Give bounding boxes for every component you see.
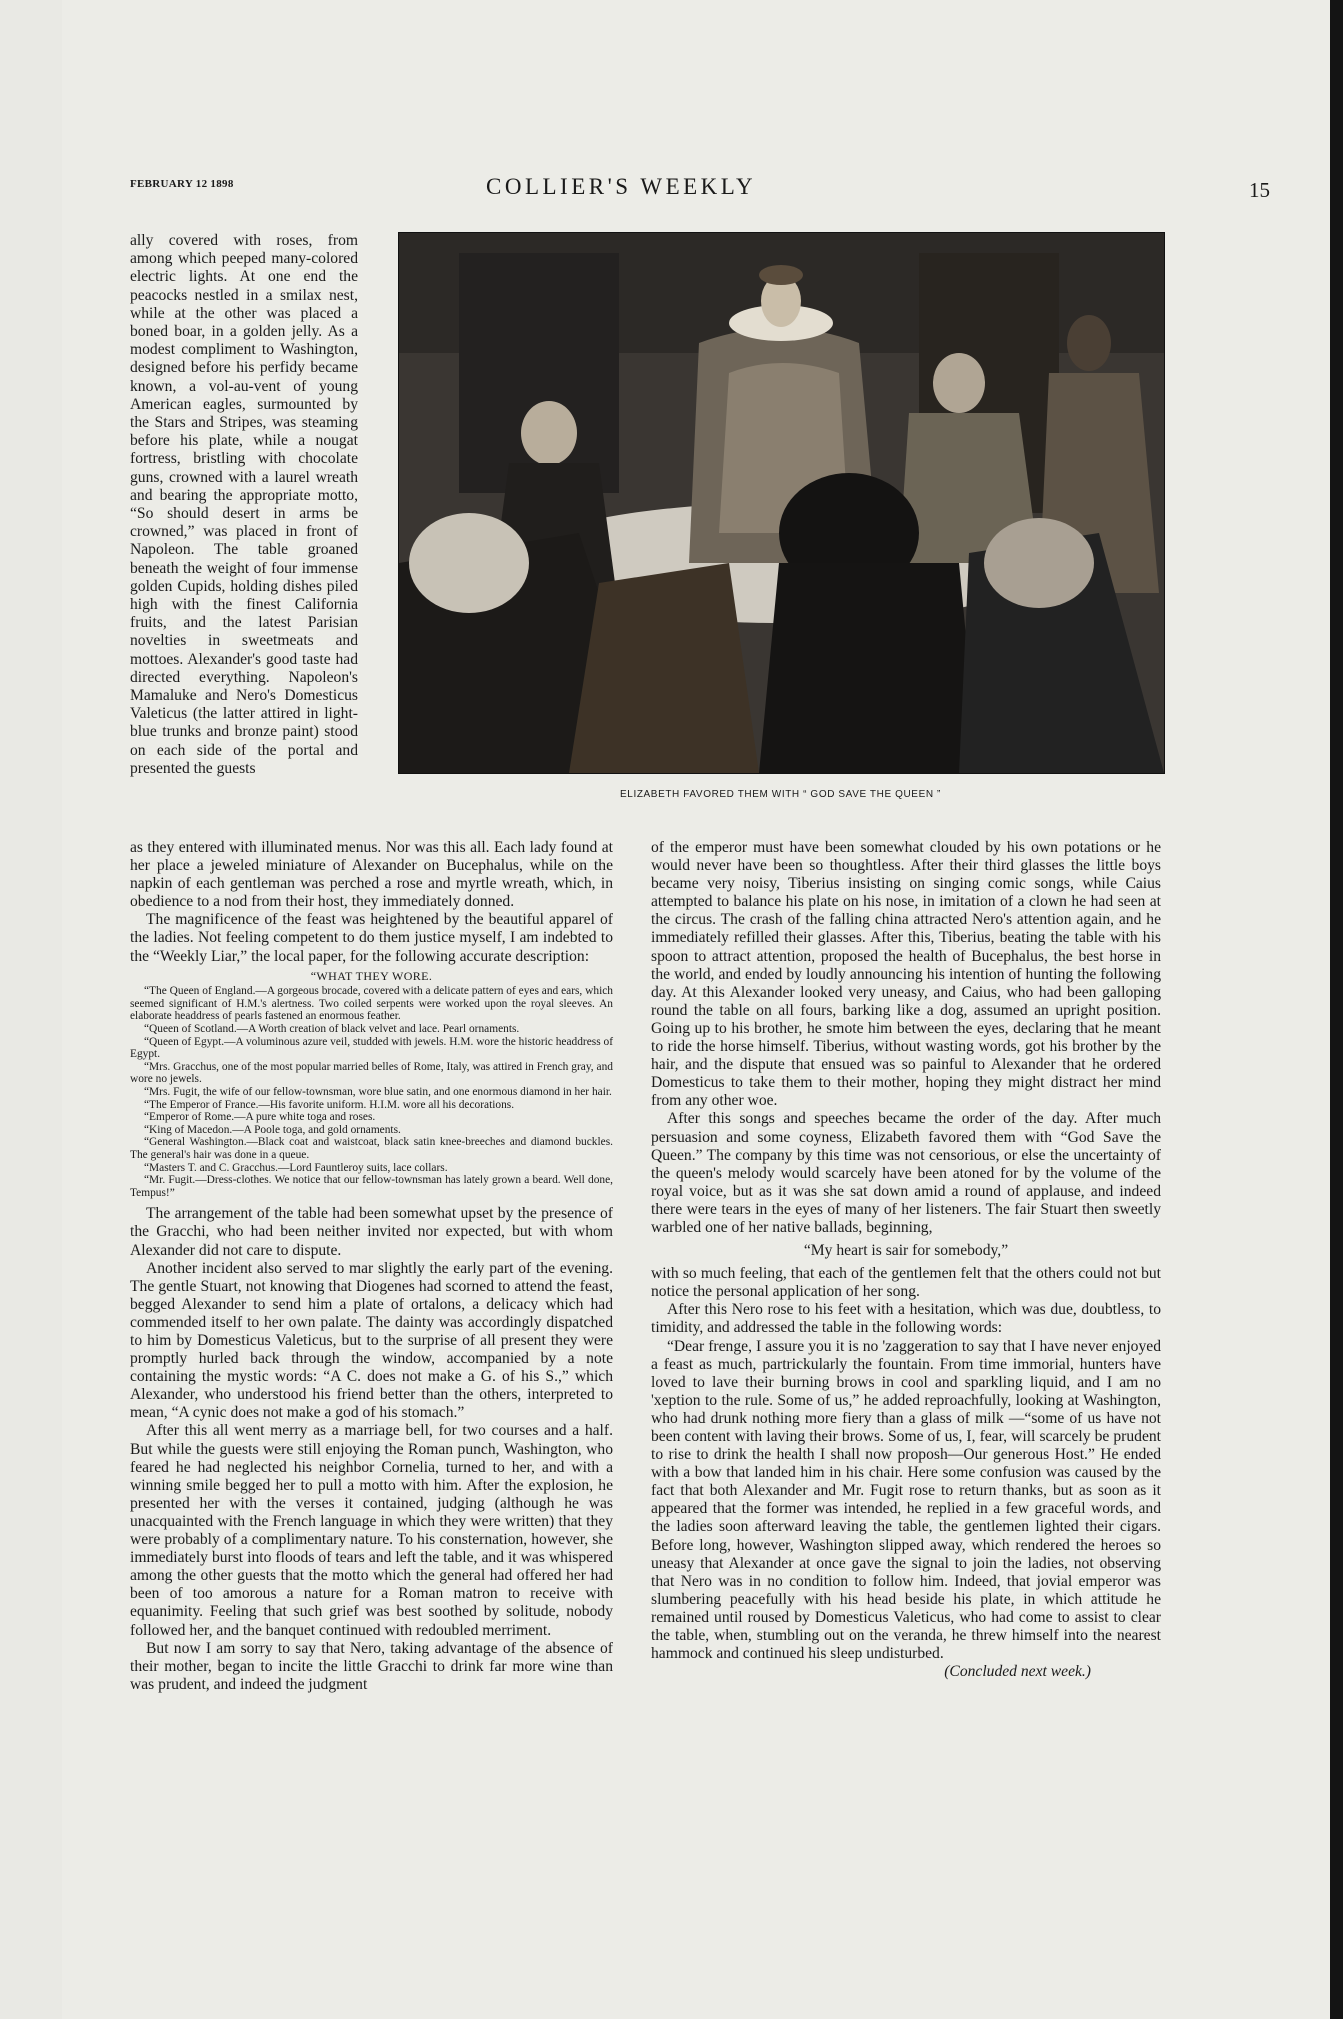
section-heading: “WHAT THEY WORE. (310, 968, 433, 983)
continuation-note: (Concluded next week.) (944, 1663, 1091, 1681)
paragraph: After this all went merry as a marriage bell, for two courses and a half. But while the guests were still enjoying the Roman punch, Washington, who feared he had neglected his neighbor Cornelia, turned to her, and with a winning smile begged her to pull a motto with him. After the explosion, he presented her with the verses it contained, judging (although he was unacquainted with the French language in which they were written) that they were probably of a complimentary nature. To his consternation, however, she immediately burst into floods of tears and left the table, and it was whispered among the other guests that the motto which the general had offered her had been of too amorous a nature for a Roman matron to receive with equanimity. Feeling that such grief was best soothed by solitude, nobody followed her, and the banquet continued with redoubled merriment. (130, 1422, 613, 1639)
wardrobe-entry: “The Queen of England.—A gorgeous brocade, covered with a delicate pattern of eyes and ears, which seemed significant of H.M.'s alertness. Two coiled serpents were worked upon the royal sleeves. An elaborate headdress of pearls fastened an enormous feather. (130, 985, 613, 1023)
wardrobe-entry: “Queen of Egypt.—A voluminous azure veil, studded with jewels. H.M. wore the historic headdress of Egypt. (130, 1035, 613, 1061)
right-column (651, 839, 1161, 1681)
paragraph: “Dear frenge, I assure you it is no 'zaggeration to say that I have never enjoyed a feast as much, partrickularly the fountain. From time immorial, hunters have loved to lave their burning brows in cool and sparkling liquid, and I am no 'xeption to the rule. Some of us,” he added reproachfully, looking at Washington, who had drunk nothing more fiery than a glass of milk —“some of us have not been content with laving their brows. Some of us, I, fear, will scarcely be prudent to rise to drink the health I shall now proposh—Our generous Host.” He ended with a bow that landed him in his chair. Here some confusion was caused by the fact that both Alexander and Mr. Fugit rose to return thanks, but as soon as it appeared that the former was intended, he replied in a few graceful words, and the ladies soon afterward leaving the table, the gentlemen lighted their cigars. Before long, however, Washington slipped away, which rendered the heroes so uneasy that Alexander at once gave the signal to join the ladies, not observing that Nero was in no condition to follow him. Indeed, that jovial emperor was slumbering peacefully with his head beside his plate, in which attitude he remained until roused by Domesticus Valeticus, who had come to assist to clear the table, when, stumbling out on the veranda, he threw himself into the nearest hammock and continued his sleep undisturbed. (651, 1337, 1161, 1663)
paragraph: After this songs and speeches became the order of the day. After much persuasion and some coyness, Elizabeth favored them with “God Save the Queen.” The company by this time was not censorious, or else the uncertainty of the queen's melody would scarcely have been atoned for by the volume of the royal voice, but as it was she sat down amid a round of applause, and indeed there were tears in the eyes of many of her listeners. The fair Stuart then sweetly warbled one of her native ballads, beginning, (651, 1110, 1161, 1236)
narrow-column (130, 232, 358, 778)
scan-border (1330, 0, 1343, 2019)
paragraph: Another incident also served to mar slightly the early part of the evening. The gentle Stuart, not knowing that Diogenes had scorned to attend the feast, begged Alexander to send him a plate of ortalons, a delicacy which had commended itself to her own palate. The dainty was accordingly dispatched to him by Domesticus Valeticus, but to the surprise of all present they were promptly hurled back through the window, accompanied by a note containing the mystic words: “A C. does not make a G. of his S.,” which Alexander, who understood his friend better than the others, interpreted to mean, “A cynic does not make a god of his stomach.” (130, 1259, 613, 1422)
wardrobe-entry: “Mrs. Fugit, the wife of our fellow-townsman, wore blue satin, and one enormous diamond in her hair. (144, 1086, 612, 1098)
wardrobe-entry: “Mr. Fugit.—Dress-clothes. We notice that our fellow-townsman has lately grown a beard. Well done, Tempus!” (130, 1174, 613, 1199)
page-header (130, 174, 1290, 208)
paragraph: But now I am sorry to say that Nero, taking advantage of the absence of their mother, began to incite the little Gracchi to drink far more wine than was prudent, and indeed the judgment (130, 1639, 613, 1693)
illustration (398, 232, 1165, 774)
wardrobe-entry: “Emperor of Rome.—A pure white toga and roses. (144, 1111, 376, 1124)
banquet-scene-illustration (399, 233, 1164, 773)
narrow-column-paragraph: ally covered with roses, from among which peeped many-colored electric lights. At one end the peacocks nestled in a smilax nest, while at the other was placed a boned boar, in a golden jelly. As a modest compliment to Washington, designed before his perfidy became known, a vol-au-vent of young American eagles, surmounted by the Stars and Stripes, was steaming before his plate, while a nougat fortress, bristling with chocolate guns, crowned with a laurel wreath and bearing the appropriate motto, “So should desert in arms be crowned,” was placed in front of Napoleon. The table groaned beneath the weight of four immense golden Cupids, holding dishes piled high with the finest California fruits, and the latest Parisian novelties in sweetmeats and mottoes. Alexander's good taste had directed everything. Napoleon's Mamaluke and Nero's Domesticus Valeticus (the latter attired in light-blue trunks and bronze paint) stood on each side of the portal and presented the guests (130, 232, 358, 777)
paragraph: of the emperor must have been somewhat clouded by his own potations or he would never have been so thoughtless. After their third glasses the little boys became very noisy, Tiberius insisting on singing comic songs, while Caius attempted to balance his plate on his nose, in imitation of a clown he had seen at the circus. The crash of the falling china attracted Nero's attention again, and he immediately refilled their glasses. After this, Tiberius, beating the table with his spoon to attract attention, proposed the health of Bucephalus, the best horse in the world, and ended by loudly announcing his intention of hunting the following day. At this Alexander looked very uneasy, and Caius, who had been galloping round the table on all fours, barking like a dog, assumed an upright position. Going up to his brother, he smote him between the eyes, declaring that he meant to ride the horse himself. Tiberius, without wasting words, got his brother by the hair, and the dispute that ensued was so painful to Alexander that he ordered Domesticus to take them to their mother, hoping they might distract her mind from any other woe. (651, 839, 1161, 1110)
paragraph: as they entered with illuminated menus. Nor was this all. Each lady found at her place a jeweled miniature of Alexander on Bucephalus, while on the napkin of each gentleman was perched a rose and myrtle wreath, which, in obedience to a nod from their host, they immediately donned. (130, 839, 613, 911)
illustration-caption: ELIZABETH FAVORED THEM WITH “ GOD SAVE THE QUEEN ” (620, 789, 941, 800)
paragraph: The arrangement of the table had been somewhat upset by the presence of the Gracchi, who had been neither invited nor expected, but with whom Alexander did not care to dispute. (130, 1205, 613, 1259)
paragraph: After this Nero rose to his feet with a hesitation, which was due, doubtless, to timidity, and addressed the table in the following words: (651, 1301, 1161, 1337)
what-they-wore-section (130, 970, 613, 1200)
left-column (130, 839, 613, 1694)
wardrobe-entry: “The Emperor of France.—His favorite uniform. H.I.M. wore all his decorations. (144, 1098, 515, 1111)
issue-date: FEBRUARY 12 1898 (130, 178, 234, 190)
previous-page-edge (0, 0, 62, 2019)
wardrobe-entry: “General Washington.—Black coat and waistcoat, black satin knee-breeches and diamond buckles. The general's hair was done in a queue. (130, 1136, 613, 1161)
ballad-verse: “My heart is sair for somebody,” (803, 1242, 1009, 1260)
page-number: 15 (1249, 178, 1270, 202)
wardrobe-entry: “King of Macedon.—A Poole toga, and gold ornaments. (144, 1123, 401, 1136)
wardrobe-entry: “Queen of Scotland.—A Worth creation of black velvet and lace. Pearl ornaments. (144, 1023, 520, 1036)
publication-title: COLLIER'S WEEKLY (486, 174, 757, 199)
paragraph: with so much feeling, that each of the gentlemen felt that the others could not but notice the personal application of her song. (651, 1265, 1161, 1301)
paragraph: The magnificence of the feast was heightened by the beautiful apparel of the ladies. Not feeling competent to do them justice myself, I am indebted to the “Weekly Liar,” the local paper, for the following accurate description: (130, 911, 613, 965)
wardrobe-entry: “Mrs. Gracchus, one of the most popular married belles of Rome, Italy, was attired in French gray, and wore no jewels. (130, 1060, 613, 1086)
wardrobe-entry: “Masters T. and C. Gracchus.—Lord Fauntleroy suits, lace collars. (144, 1161, 448, 1174)
